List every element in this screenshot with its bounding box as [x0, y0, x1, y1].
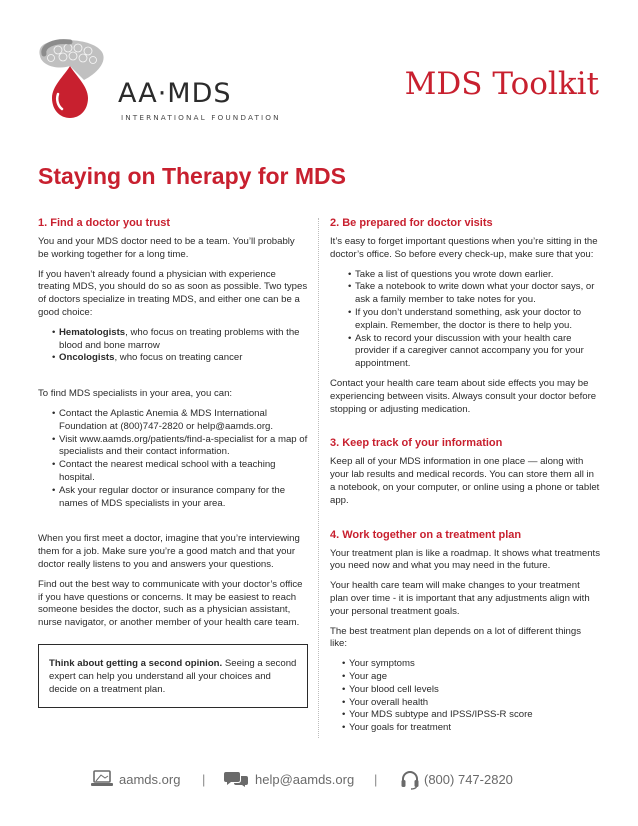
- callout-text: Seeing a second expert can help you understand all your choices and decide on a treatment plan.: [49, 657, 297, 695]
- list-item: • Contact the nearest medical school with a teaching hospital.: [52, 459, 276, 483]
- paragraph: You and your MDS doctor need to be a team. You’ll probably be working together for a long time.: [38, 236, 295, 260]
- footer-contact-bar: [0, 769, 638, 793]
- list-item: • Ask to record your discussion with your health care provider if a caregiver cannot accompany you for your appointment.: [348, 332, 584, 370]
- list-item: • Take a list of questions you wrote down earlier.: [348, 268, 554, 280]
- footer-separator: |: [374, 772, 378, 787]
- find-specialists-list: [52, 408, 308, 510]
- column-divider: [318, 218, 319, 738]
- chat-icon: [224, 770, 248, 788]
- list-item: • Your MDS subtype and IPSS/IPSS-R score: [342, 709, 533, 721]
- logo-subtitle: INTERNATIONAL FOUNDATION: [121, 113, 281, 122]
- footer-separator: |: [202, 772, 206, 787]
- logo-mark-icon: [36, 36, 126, 126]
- paragraph: It’s easy to forget important questions when you’re sitting in the doctor’s office. So before every check-up, make sure that you:: [330, 236, 598, 260]
- list-item: • Oncologists, who focus on treating cancer: [52, 352, 243, 364]
- right-column: [330, 217, 600, 742]
- section-heading-treatment-plan: 4. Work together on a treatment plan: [330, 528, 522, 541]
- section-heading-keep-track: 3. Keep track of your information: [330, 437, 503, 450]
- list-item: • Contact the Aplastic Anemia & MDS International Foundation at (800)747-2820 or help@aamds.org.: [52, 407, 274, 432]
- paragraph: Keep all of your MDS information in one place — along with your lab results and medical records. You can store them all in a notebook, on your computer, or online using a phone or tablet app.: [330, 456, 600, 506]
- list-item: • Hematologists, who focus on treating problems with the blood and bone marrow: [52, 326, 300, 351]
- section-heading-find-doctor: 1. Find a doctor you trust: [38, 217, 171, 229]
- paragraph: To find MDS specialists in your area, you can:: [38, 388, 233, 400]
- page-title: Staying on Therapy for MDS: [38, 163, 346, 189]
- list-item: • If you don’t understand something, ask your doctor to explain. Remember, the doctor is there to help you.: [348, 306, 582, 331]
- list-item: • Your age: [342, 670, 388, 682]
- paragraph: Your treatment plan is like a roadmap. It shows what treatments you need now and what you may need in the future.: [330, 547, 601, 572]
- paragraph: Contact your health care team about side effects you may be experiencing between visits. Always consult your doctor before stopping or adjusting medication.: [330, 377, 597, 415]
- list-item: • Ask your regular doctor or insurance company for the names of MDS specialists in your area.: [52, 484, 286, 509]
- aamds-logo: [36, 36, 281, 126]
- section-heading-doctor-visits: 2. Be prepared for doctor visits: [330, 217, 493, 229]
- visit-prep-list: [348, 269, 600, 371]
- list-item: • Your symptoms: [342, 658, 415, 670]
- left-column: [38, 217, 308, 708]
- paragraph: Find out the best way to communicate with your doctor’s office if you have questions or concerns. It may be easiest to reach someone besides the doctor, such as a physician assistant, nurse navigator, or another member of your health care team.: [38, 578, 303, 629]
- headset-icon: [400, 770, 420, 790]
- paragraph: The best treatment plan depends on a lot of different things like:: [330, 625, 582, 650]
- callout-bold: Think about getting a second opinion.: [49, 657, 223, 669]
- doctor-types-list: [52, 327, 308, 365]
- paragraph: When you first meet a doctor, imagine that you’re interviewing them for a job. Make sure you’re a good match and that your doctor really listens to you and answers your questions.: [38, 533, 300, 570]
- laptop-icon: [91, 770, 113, 788]
- list-item: • Your overall health: [342, 696, 429, 708]
- phone-number[interactable]: (800) 747-2820: [424, 772, 513, 787]
- list-item: • Visit www.aamds.org/patients/find-a-specialist for a map of specialists and their contact information.: [52, 433, 308, 458]
- list-item: • Your blood cell levels: [342, 683, 439, 695]
- logo-wordmark: AA·MDS: [118, 78, 232, 109]
- website-link[interactable]: aamds.org: [119, 772, 181, 787]
- list-item: • Take a notebook to write down what your doctor says, or ask a family member to take notes for you.: [348, 281, 595, 306]
- paragraph: If you haven’t already found a physician with experience treating MDS, you should do so as soon as possible. Two types of doctors specialize in treating MDS, and either one can be a good choice:: [38, 268, 308, 318]
- email-link[interactable]: help@aamds.org: [255, 772, 355, 787]
- treatment-factors-list: [342, 658, 600, 735]
- list-item: • Your goals for treatment: [342, 722, 452, 734]
- paragraph: Your health care team will make changes to your treatment plan over time - it is important that any adjustments align with your personal treatment goals.: [330, 580, 590, 617]
- toolkit-title: MDS Toolkit: [404, 66, 599, 102]
- second-opinion-callout: [38, 644, 308, 708]
